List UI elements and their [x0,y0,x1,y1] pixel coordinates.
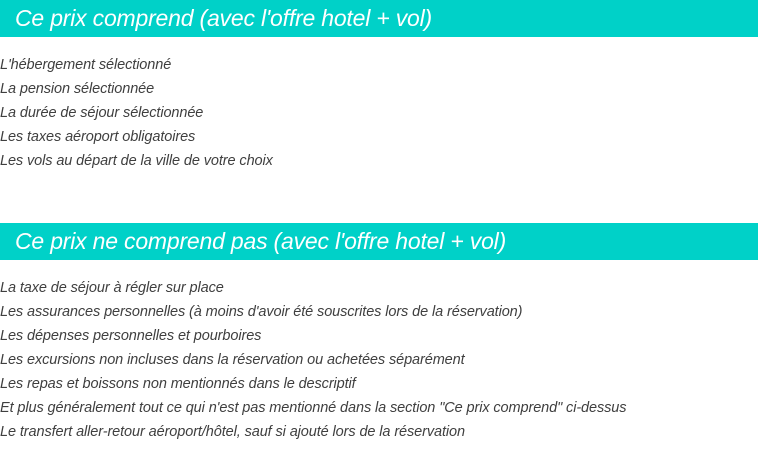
excluded-item: Et plus généralement tout ce qui n'est pas mentionné dans la section "Ce prix comprend" ci-dessus [0,400,627,416]
excluded-section-title: Ce prix ne comprend pas (avec l'offre hotel + vol) [15,228,507,254]
excluded-item: Les repas et boissons non mentionnés dans le descriptif [0,376,356,392]
excluded-item: La taxe de séjour à régler sur place [0,280,224,296]
included-section-title: Ce prix comprend (avec l'offre hotel + vol) [15,5,433,31]
excluded-item: Le transfert aller-retour aéroport/hôtel, sauf si ajouté lors de la réservation [0,424,465,440]
included-item: Les vols au départ de la ville de votre choix [0,153,273,169]
included-item: Les taxes aéroport obligatoires [0,129,196,145]
included-item: La durée de séjour sélectionnée [0,105,204,121]
excluded-item: Les dépenses personnelles et pourboires [0,328,262,344]
included-item: L'hébergement sélectionné [0,57,172,73]
included-section-header [0,0,758,37]
excluded-item: Les assurances personnelles (à moins d'avoir été souscrites lors de la réservation) [0,304,523,320]
excluded-item: Les excursions non incluses dans la réservation ou achetées séparément [0,352,465,368]
excluded-items-list [0,276,626,444]
excluded-section-header [0,223,758,260]
included-item: La pension sélectionnée [0,81,155,97]
included-items-list [0,53,273,173]
